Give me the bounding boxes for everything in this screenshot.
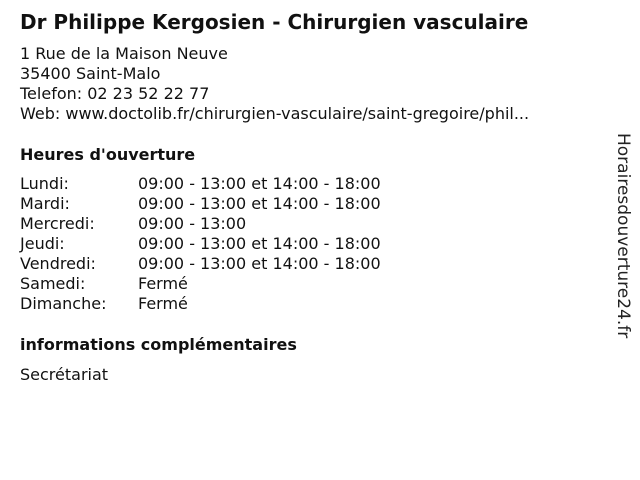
page-title: Dr Philippe Kergosien - Chirurgien vasculaire [20,10,529,34]
address-city: 35400 Saint-Malo [20,64,161,83]
address-street: 1 Rue de la Maison Neuve [20,44,228,63]
day-label: Jeudi: [20,234,65,253]
hours-row-sunday [20,294,381,314]
hours-row-tuesday [20,194,381,214]
hours-heading: Heures d'ouverture [20,145,196,164]
day-label: Lundi: [20,174,69,193]
day-label: Samedi: [20,274,86,293]
website-link[interactable]: Web: www.doctolib.fr/chirurgien-vasculaire/saint-gregoire/phil... [20,104,530,123]
time-value: Fermé [138,274,188,293]
day-label: Mercredi: [20,214,95,233]
day-label: Mardi: [20,194,70,213]
time-value: 09:00 - 13:00 et 14:00 - 18:00 [138,174,381,193]
hours-table [20,174,381,314]
phone-number: Telefon: 02 23 52 22 77 [20,84,210,103]
hours-row-wednesday [20,214,381,234]
hours-row-saturday [20,274,381,294]
hours-row-thursday [20,234,381,254]
address-block [20,44,529,124]
day-label: Vendredi: [20,254,96,273]
time-value: 09:00 - 13:00 et 14:00 - 18:00 [138,194,381,213]
info-text: Secrétariat [20,365,109,384]
time-value: Fermé [138,294,188,313]
info-heading: informations complémentaires [20,335,297,354]
time-value: 09:00 - 13:00 et 14:00 - 18:00 [138,234,381,253]
day-label: Dimanche: [20,294,107,313]
hours-row-monday [20,174,381,194]
side-watermark: Horairesdouverture24.fr [613,133,633,339]
time-value: 09:00 - 13:00 [138,214,247,233]
hours-row-friday [20,254,381,274]
time-value: 09:00 - 13:00 et 14:00 - 18:00 [138,254,381,273]
